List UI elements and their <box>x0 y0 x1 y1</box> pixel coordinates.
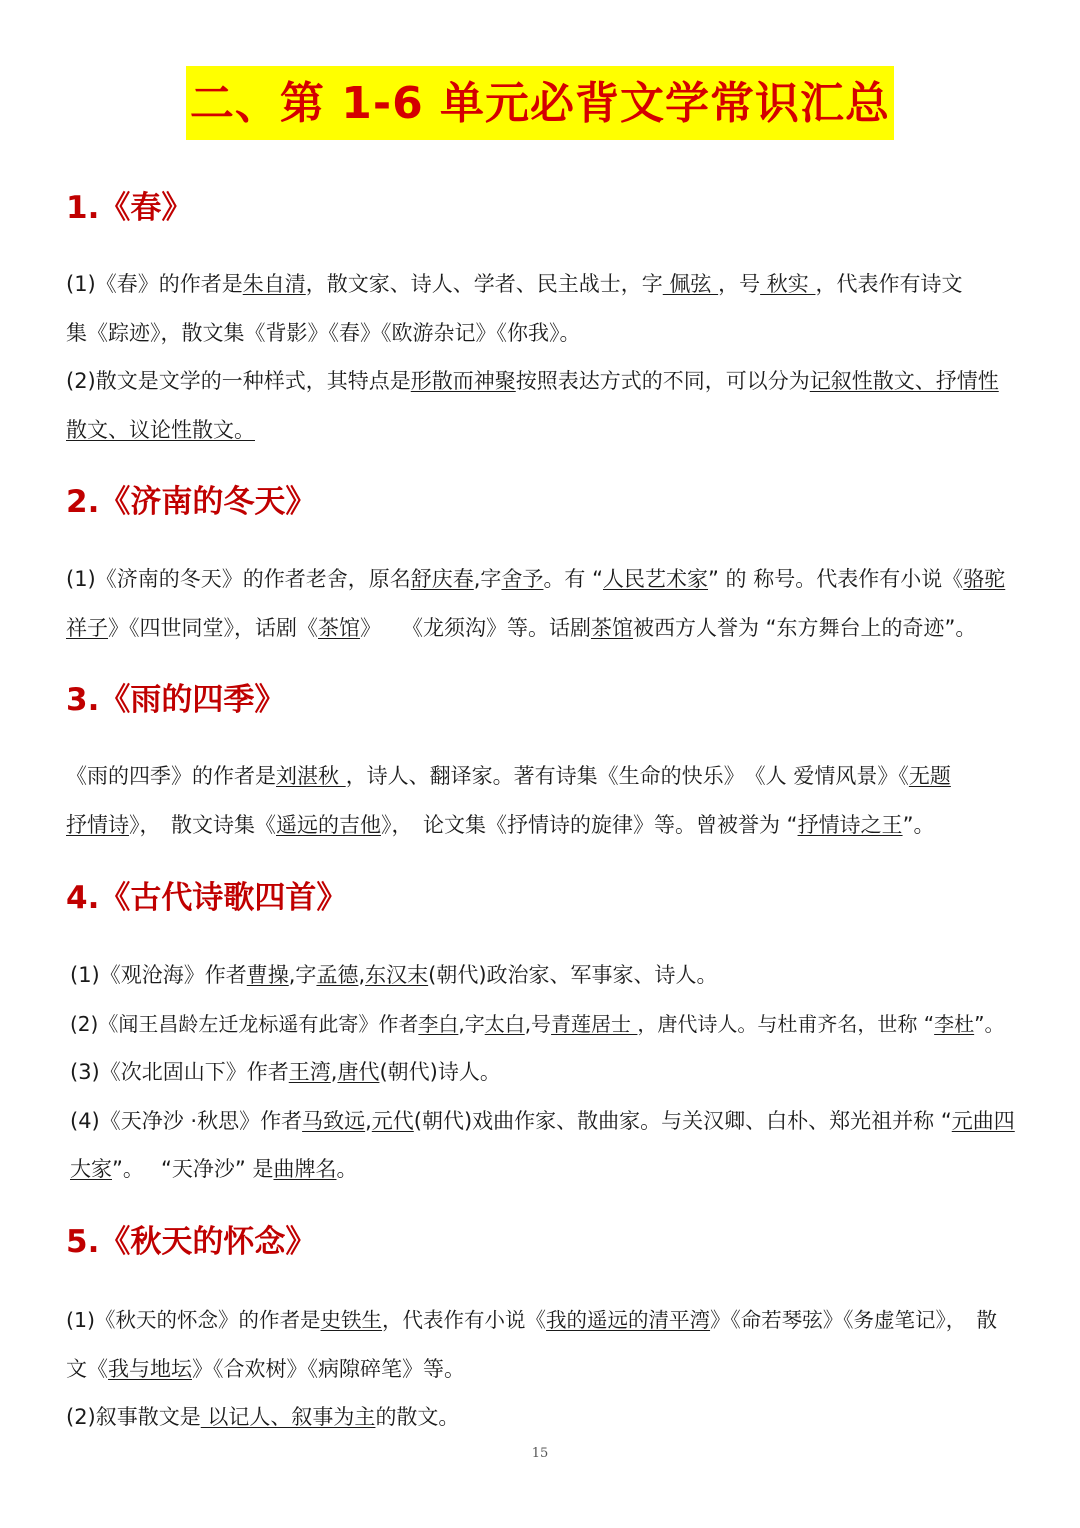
section-1-paragraph-1: (1)《春》的作者是朱自清，散文家、诗人、学者、民主战士，字 佩弦 ，号 秋实 ，代表作有诗文 集《踪迹》，散文集《背影》《春》《欧游杂记》《你我》。 <box>66 272 963 345</box>
section-heading-5: 5.《秋天的怀念》 <box>66 1224 317 1260</box>
section-5-paragraph-1: (1)《秋天的怀念》的作者是史铁生，代表作有小说《我的遥远的清平湾》《命若琴弦》《务虚笔记》， 散 文《我与地坛》《合欢树》《病隙碎笔》等。 <box>66 1308 998 1381</box>
section-4-item-4: (4)《天净沙 ·秋思》作者马致远,元代(朝代)戏曲作家、散曲家。与关汉卿、白朴、郑光祖并称 “元曲四 <box>70 1108 1015 1133</box>
section-1-paragraph-2: (2)散文是文学的一种样式，其特点是形散而神聚按照表达方式的不同，可以分为记叙性散文、抒情性 散文、议论性散文。 <box>66 369 999 442</box>
section-heading-1: 1.《春》 <box>66 190 193 226</box>
page-title: 二、第 1-6 单元必背文学常识汇总 <box>186 66 894 140</box>
section-heading-2: 2.《济南的冬天》 <box>66 484 317 520</box>
section-2-paragraph-1: (1)《济南的冬天》的作者老舍，原名舒庆春,字舍予。有 “人民艺术家” 的 称号。代表作有小说《骆驼 祥子》《四世同堂》，话剧《茶馆》 《龙须沟》等。话剧茶馆被西方人誉为 “东方舞台上的奇迹”。 <box>66 567 1006 640</box>
page-number: 15 <box>531 1446 549 1461</box>
section-heading-4: 4.《古代诗歌四首》 <box>66 880 348 916</box>
section-4-item-1: (1)《观沧海》作者曹操,字孟德,东汉末(朝代)政治家、军事家、诗人。 <box>70 963 718 987</box>
section-3-paragraph-1: 《雨的四季》的作者是刘湛秋 ，诗人、翻译家。著有诗集《生命的快乐》 《人 爱情风景》《无题 抒情诗》， 散文诗集《遥远的吉他》， 论文集《抒情诗的旋律》等。曾被誉为 “抒情诗之王”。 <box>66 764 951 837</box>
section-5-paragraph-2: (2)叙事散文是 以记人、叙事为主的散文。 <box>66 1405 460 1429</box>
title-wrap <box>0 66 1080 140</box>
section-4-item-2: (2)《闻王昌龄左迁龙标遥有此寄》作者李白,字太白,号青莲居士 ，唐代诗人。与杜甫齐名，世称 “李杜”。 <box>70 1011 1005 1036</box>
section-heading-3: 3.《雨的四季》 <box>66 682 286 718</box>
section-4-paragraphs <box>70 951 1020 1194</box>
section-4-item-4-cont: 大家”。 “天净沙” 是曲牌名。 <box>70 1157 358 1181</box>
section-4-item-3: (3)《次北固山下》作者王湾,唐代(朝代)诗人。 <box>70 1060 501 1084</box>
